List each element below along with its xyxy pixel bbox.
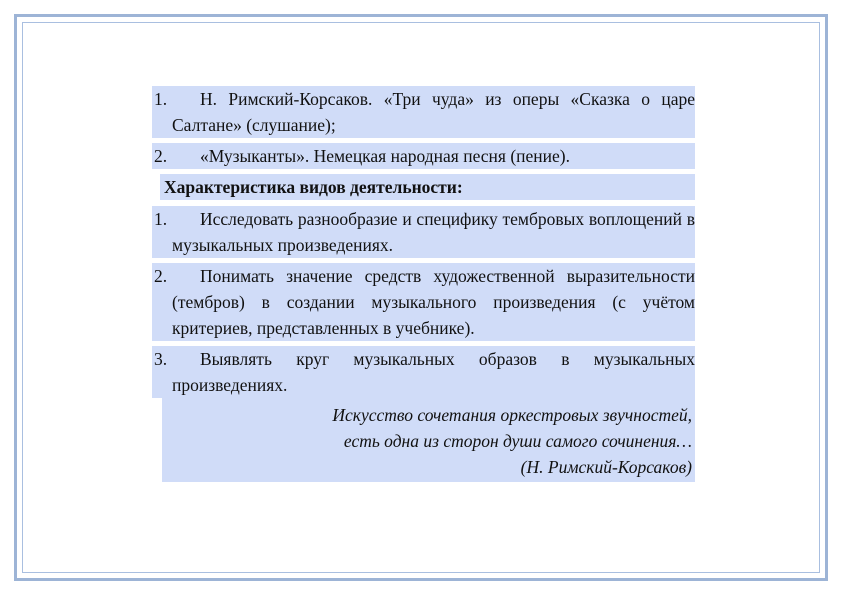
section-heading: Характеристика видов деятельности: xyxy=(160,174,695,200)
quote-author: (Н. Римский-Корсаков) xyxy=(520,457,692,477)
activity-item-text: Выявлять круг музыкальных образов в музыкальных произведениях. xyxy=(172,349,695,395)
activity-item-2 xyxy=(152,263,695,341)
quote-line-2: есть одна из сторон души самого сочинения… xyxy=(343,431,692,451)
work-item-1 xyxy=(152,86,695,138)
activity-item-number: 1. xyxy=(154,209,168,229)
quote-line-1: Искусство сочетания оркестровых звучностей, xyxy=(332,405,692,425)
work-item-2 xyxy=(152,143,695,169)
activity-item-1 xyxy=(152,206,695,258)
activity-item-number: 3. xyxy=(154,349,168,369)
work-item-number: 2. xyxy=(154,146,168,166)
activity-item-number: 2. xyxy=(154,266,168,286)
epigraph-quote xyxy=(162,398,695,482)
work-item-number: 1. xyxy=(154,89,168,109)
work-item-text: Н. Римский-Корсаков. «Три чуда» из оперы «Сказка о царе Салтане» (слушание); xyxy=(172,89,695,135)
work-item-text: «Музыканты». Немецкая народная песня (пение). xyxy=(200,146,570,166)
slide-content xyxy=(152,86,695,482)
activity-item-text: Исследовать разнообразие и специфику тембровых воплощений в музыкальных произведениях. xyxy=(172,209,695,255)
activity-item-text: Понимать значение средств художественной выразительности (тембров) в создании музыкального произведения (с учётом критериев, представленных в учебнике). xyxy=(172,266,695,338)
activity-item-3 xyxy=(152,346,695,398)
